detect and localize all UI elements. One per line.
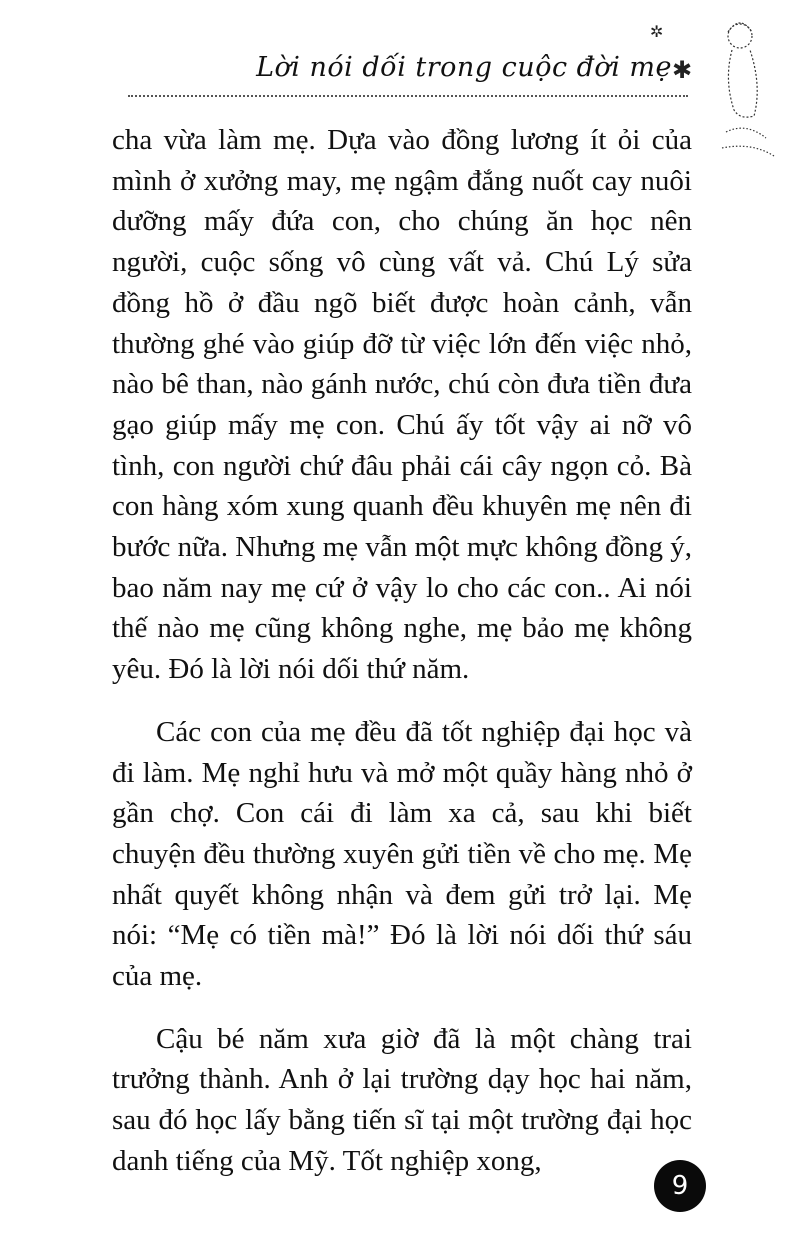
- header-divider: [128, 95, 688, 101]
- paragraph-1: cha vừa làm mẹ. Dựa vào đồng lương ít ỏi của mình ở xưởng may, mẹ ngậm đắng nuốt cay nuôi dưỡng mấy đứa con, cho chúng ăn học nên người, cuộc sống vô cùng vất vả. Chú Lý sửa đồng hồ ở đầu ngõ biết được hoàn cảnh, vẫn thường ghé vào giúp đỡ từ việc lớn đến việc nhỏ, nào bê than, nào gánh nước, chú còn đưa tiền đưa gạo giúp mấy mẹ con. Chú ấy tốt vậy ai nỡ vô tình, con người chứ đâu phải cái cây ngọn cỏ. Bà con hàng xóm xung quanh đều khuyên mẹ nên đi bước nữa. Nhưng mẹ vẫn một mực không đồng ý, bao năm nay mẹ cứ ở vậy lo cho các con.. Ai nói thế nào mẹ cũng không nghe, mẹ bảo mẹ không yêu. Đó là lời nói dối thứ năm.: [112, 124, 692, 686]
- sparkle-ornament-icon: ✲: [650, 22, 664, 41]
- girl-illustration-icon: [718, 12, 778, 172]
- running-title: Lời nói dối trong cuộc đời mẹ: [256, 52, 672, 83]
- star-ornament-icon: ✱: [672, 56, 693, 84]
- page-number-badge: 9: [654, 1160, 706, 1212]
- page-body: [112, 120, 692, 1204]
- page-header: [0, 0, 800, 110]
- paragraph-3: Cậu bé năm xưa giờ đã là một chàng trai trưởng thành. Anh ở lại trường dạy học hai năm, sau đó học lấy bằng tiến sĩ tại một trường đại học danh tiếng của Mỹ. Tốt nghiệp xong,: [112, 1022, 692, 1177]
- paragraph-2: Các con của mẹ đều đã tốt nghiệp đại học và đi làm. Mẹ nghỉ hưu và mở một quầy hàng nhỏ ở gần chợ. Con cái đi làm xa cả, sau khi biết chuyện đều thường xuyên gửi tiền về cho mẹ. Mẹ nhất quyết không nhận và đem gửi trở lại. Mẹ nói: “Mẹ có tiền mà!” Đó là lời nói dối thứ sáu của mẹ.: [112, 715, 692, 993]
